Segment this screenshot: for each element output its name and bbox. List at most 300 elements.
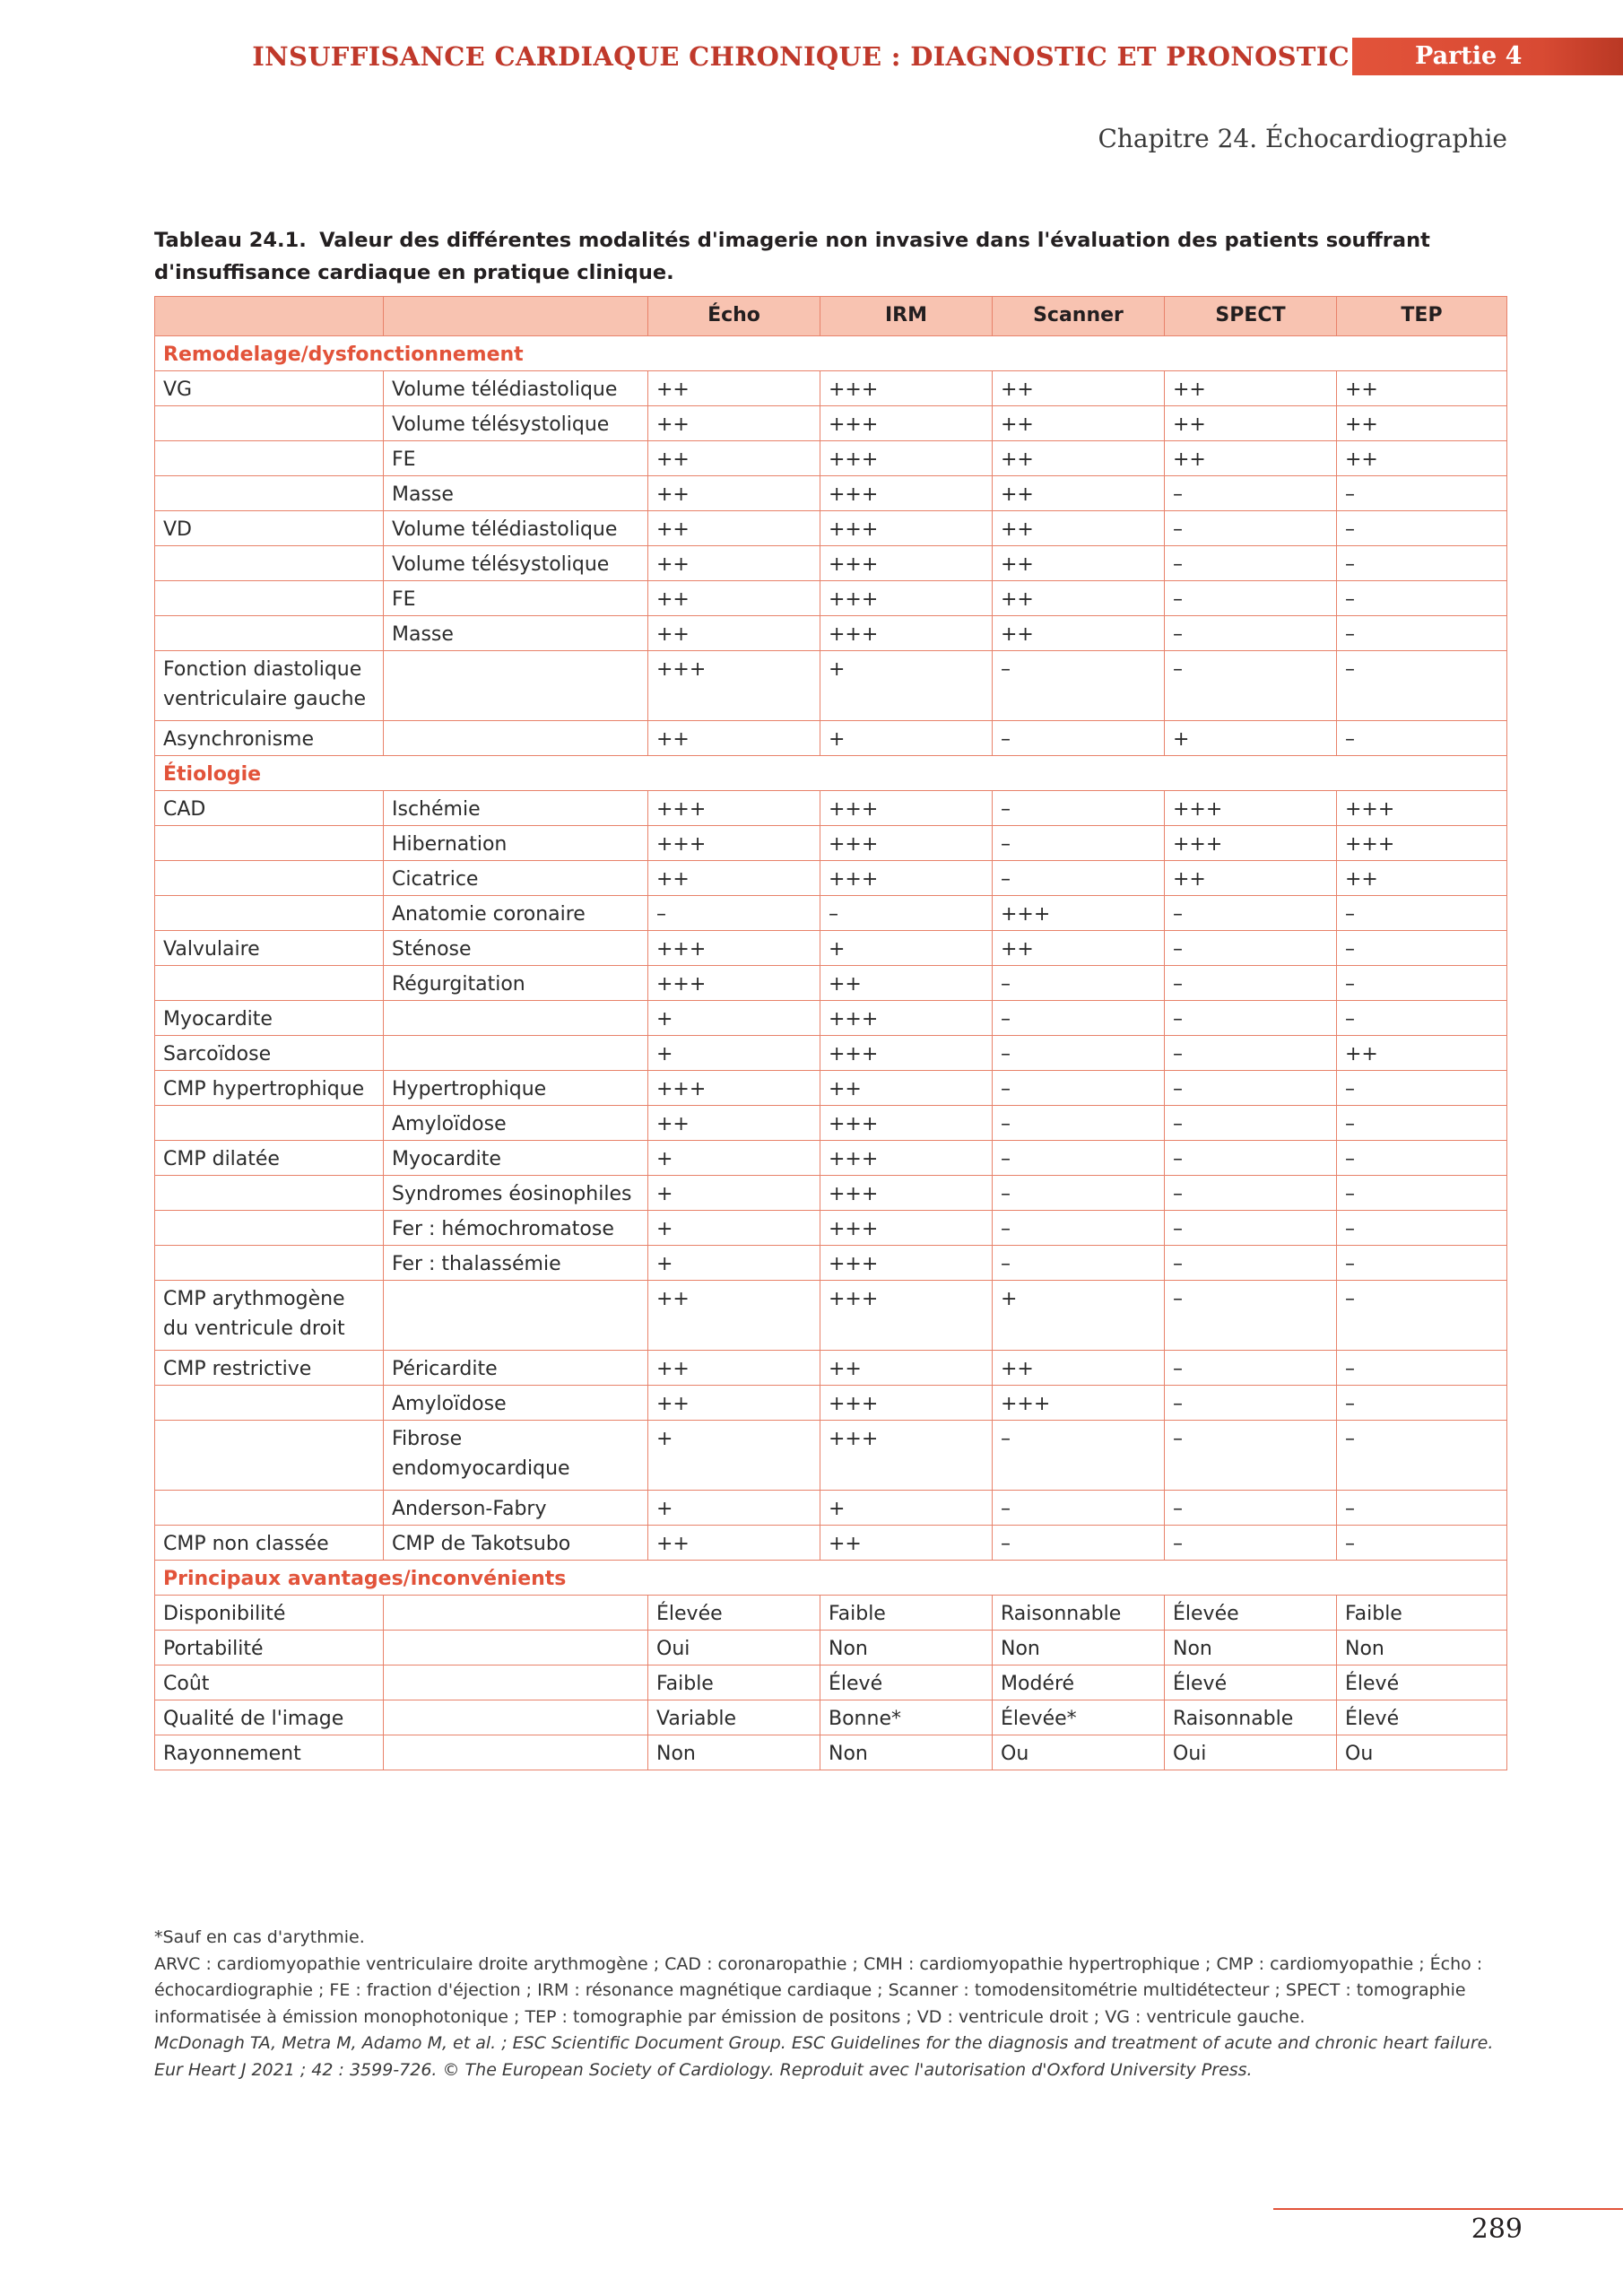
table-cell: +++ — [993, 896, 1165, 931]
page-number: 289 — [1471, 2213, 1523, 2245]
table-cell: +++ — [820, 861, 993, 896]
table-cell: + — [820, 1491, 993, 1526]
table-cell: Faible — [820, 1596, 993, 1631]
table-cell: – — [1165, 1526, 1337, 1561]
table-cell: +++ — [1165, 791, 1337, 826]
table-row — [155, 441, 1507, 476]
row-category — [155, 1386, 384, 1421]
table-cell: Ou — [993, 1735, 1165, 1770]
row-category: CAD — [155, 791, 384, 826]
row-category — [155, 581, 384, 616]
table-cell: ++ — [820, 1071, 993, 1106]
table-cell: ++ — [648, 1386, 820, 1421]
table-cell: Non — [820, 1735, 993, 1770]
column-header-tep: TEP — [1337, 297, 1507, 336]
table-cell: ++ — [820, 1351, 993, 1386]
table-cell: – — [1165, 1036, 1337, 1071]
table-cell: +++ — [820, 1001, 993, 1036]
row-parameter: Hypertrophique — [384, 1071, 648, 1106]
row-category: Fonction diastolique ventriculaire gauche — [155, 651, 384, 721]
row-category — [155, 616, 384, 651]
table-cell: ++ — [648, 861, 820, 896]
table-row — [155, 581, 1507, 616]
table-cell: +++ — [648, 651, 820, 721]
table-cell: ++ — [648, 616, 820, 651]
table-row — [155, 966, 1507, 1001]
row-parameter: Anatomie coronaire — [384, 896, 648, 931]
table-cell: – — [1337, 721, 1507, 756]
table-header-row — [155, 297, 1507, 336]
row-category — [155, 546, 384, 581]
table-cell: – — [993, 1176, 1165, 1211]
table-cell: ++ — [648, 511, 820, 546]
table-row — [155, 791, 1507, 826]
table-row — [155, 1735, 1507, 1770]
section-heading: Principaux avantages/inconvénients — [155, 1561, 1507, 1596]
table-cell: – — [1165, 476, 1337, 511]
row-parameter — [384, 1700, 648, 1735]
row-category: CMP restrictive — [155, 1351, 384, 1386]
table-cell: +++ — [1337, 826, 1507, 861]
table-cell: +++ — [648, 1071, 820, 1106]
table-cell: – — [1337, 546, 1507, 581]
footer-rule — [1273, 2208, 1623, 2210]
table-cell: – — [1337, 1106, 1507, 1141]
table-cell: Élevée — [648, 1596, 820, 1631]
table-cell: Élevé — [1165, 1665, 1337, 1700]
table-cell: – — [1165, 1106, 1337, 1141]
table-row — [155, 1141, 1507, 1176]
row-parameter: CMP de Takotsubo — [384, 1526, 648, 1561]
table-row — [155, 931, 1507, 966]
table-cell: – — [993, 1421, 1165, 1491]
row-category: Disponibilité — [155, 1596, 384, 1631]
table-cell: ++ — [993, 511, 1165, 546]
imaging-modalities-table — [154, 296, 1507, 1770]
table-cell: – — [1337, 1526, 1507, 1561]
row-parameter — [384, 721, 648, 756]
table-cell: Non — [820, 1631, 993, 1665]
table-cell: – — [1337, 581, 1507, 616]
row-parameter: Hibernation — [384, 826, 648, 861]
column-header — [155, 297, 384, 336]
table-cell: ++ — [648, 581, 820, 616]
row-category — [155, 441, 384, 476]
table-cell: – — [1165, 1211, 1337, 1246]
table-cell: Non — [993, 1631, 1165, 1665]
row-category — [155, 406, 384, 441]
table-cell: +++ — [820, 1141, 993, 1176]
row-parameter: Myocardite — [384, 1141, 648, 1176]
table-row — [155, 1491, 1507, 1526]
row-parameter: FE — [384, 581, 648, 616]
table-cell: – — [1337, 931, 1507, 966]
footnote-asterisk: *Sauf en cas d'arythmie. — [154, 1927, 365, 1947]
table-row — [155, 1281, 1507, 1351]
table-row — [155, 406, 1507, 441]
row-category: VG — [155, 371, 384, 406]
column-header-scanner: Scanner — [993, 297, 1165, 336]
table-cell: +++ — [648, 826, 820, 861]
table-cell: – — [1337, 476, 1507, 511]
row-parameter: Fibrose endomyocardique — [384, 1421, 648, 1491]
row-category — [155, 1211, 384, 1246]
table-cell: – — [1165, 581, 1337, 616]
table-cell: – — [993, 1491, 1165, 1526]
row-parameter — [384, 1665, 648, 1700]
table-cell: Faible — [1337, 1596, 1507, 1631]
table-row — [155, 1631, 1507, 1665]
table-cell: ++ — [1165, 406, 1337, 441]
table-row — [155, 1106, 1507, 1141]
table-cell: – — [1337, 1211, 1507, 1246]
table-cell: ++ — [1337, 406, 1507, 441]
section-heading: Étiologie — [155, 756, 1507, 791]
table-cell: Variable — [648, 1700, 820, 1735]
table-row — [155, 826, 1507, 861]
table-cell: ++ — [1337, 1036, 1507, 1071]
table-cell: +++ — [820, 406, 993, 441]
table-cell: + — [648, 1421, 820, 1491]
table-cell: + — [648, 1211, 820, 1246]
table-cell: Élevée — [1165, 1596, 1337, 1631]
table-cell: + — [648, 1176, 820, 1211]
table-cell: – — [1165, 1351, 1337, 1386]
table-number: Tableau 24.1. — [154, 229, 307, 252]
table-cell: ++ — [993, 476, 1165, 511]
table-cell: +++ — [820, 546, 993, 581]
table-cell: – — [1165, 1176, 1337, 1211]
row-category — [155, 896, 384, 931]
table-cell: ++ — [993, 371, 1165, 406]
table-cell: – — [1165, 1071, 1337, 1106]
row-parameter — [384, 1735, 648, 1770]
row-category: Rayonnement — [155, 1735, 384, 1770]
table-cell: + — [820, 931, 993, 966]
table-cell: +++ — [820, 371, 993, 406]
table-cell: Élevé — [1337, 1700, 1507, 1735]
section-row — [155, 756, 1507, 791]
table-cell: Élevé — [1337, 1665, 1507, 1700]
row-category — [155, 1106, 384, 1141]
table-cell: + — [820, 651, 993, 721]
table-cell: Élevé — [820, 1665, 993, 1700]
table-cell: +++ — [1337, 791, 1507, 826]
row-category: CMP non classée — [155, 1526, 384, 1561]
row-parameter: Masse — [384, 476, 648, 511]
table-cell: ++ — [1165, 371, 1337, 406]
table-cell: Non — [648, 1735, 820, 1770]
table-cell: – — [993, 1246, 1165, 1281]
table-cell: – — [993, 1141, 1165, 1176]
row-category: Myocardite — [155, 1001, 384, 1036]
row-parameter: Syndromes éosinophiles — [384, 1176, 648, 1211]
table-cell: Faible — [648, 1665, 820, 1700]
table-cell: – — [1337, 1071, 1507, 1106]
table-cell: – — [1337, 1246, 1507, 1281]
table-cell: + — [820, 721, 993, 756]
table-cell: ++ — [1165, 861, 1337, 896]
table-cell: – — [1337, 1281, 1507, 1351]
row-category — [155, 861, 384, 896]
row-parameter: Volume télésystolique — [384, 546, 648, 581]
table-cell: ++ — [1337, 371, 1507, 406]
table-cell: ++ — [993, 1351, 1165, 1386]
row-parameter: FE — [384, 441, 648, 476]
table-cell: +++ — [820, 1106, 993, 1141]
table-cell: +++ — [820, 476, 993, 511]
table-cell: – — [1165, 1386, 1337, 1421]
row-category — [155, 1421, 384, 1491]
table-row — [155, 896, 1507, 931]
row-parameter: Péricardite — [384, 1351, 648, 1386]
table-cell: – — [820, 896, 993, 931]
table-cell: ++ — [993, 406, 1165, 441]
table-cell: ++ — [648, 1526, 820, 1561]
row-category — [155, 1176, 384, 1211]
table-cell: – — [1165, 1141, 1337, 1176]
table-row — [155, 1036, 1507, 1071]
table-row — [155, 1700, 1507, 1735]
row-parameter: Régurgitation — [384, 966, 648, 1001]
table-cell: + — [648, 1246, 820, 1281]
table-cell: +++ — [820, 581, 993, 616]
table-row — [155, 1526, 1507, 1561]
table-cell: +++ — [648, 966, 820, 1001]
row-parameter — [384, 1596, 648, 1631]
table-cell: + — [648, 1141, 820, 1176]
row-category — [155, 966, 384, 1001]
table-cell: – — [993, 861, 1165, 896]
table-cell: ++ — [648, 441, 820, 476]
table-cell: ++ — [648, 406, 820, 441]
table-cell: – — [1165, 651, 1337, 721]
row-parameter: Fer : hémochromatose — [384, 1211, 648, 1246]
table-cell: – — [993, 1106, 1165, 1141]
table-cell: – — [1337, 651, 1507, 721]
table-cell: +++ — [1165, 826, 1337, 861]
table-cell: Élevée* — [993, 1700, 1165, 1735]
table-cell: +++ — [820, 1421, 993, 1491]
row-parameter — [384, 1281, 648, 1351]
table-row — [155, 861, 1507, 896]
table-cell: – — [993, 1211, 1165, 1246]
table-row — [155, 511, 1507, 546]
row-parameter — [384, 651, 648, 721]
table-cell: – — [1337, 1351, 1507, 1386]
row-parameter — [384, 1036, 648, 1071]
row-parameter: Volume télédiastolique — [384, 511, 648, 546]
row-parameter: Cicatrice — [384, 861, 648, 896]
table-cell: – — [993, 791, 1165, 826]
row-parameter: Volume télésystolique — [384, 406, 648, 441]
table-cell: + — [993, 1281, 1165, 1351]
row-category — [155, 1246, 384, 1281]
table-cell: +++ — [820, 1386, 993, 1421]
table-cell: Raisonnable — [1165, 1700, 1337, 1735]
table-title: Valeur des différentes modalités d'imagerie non invasive dans l'évaluation des patients souffrant d'insuffisance cardiaque en pratique clinique. — [154, 229, 1430, 284]
table-cell: +++ — [820, 1211, 993, 1246]
table-cell: – — [1337, 1386, 1507, 1421]
table-cell: ++ — [993, 616, 1165, 651]
table-cell: +++ — [820, 826, 993, 861]
table-row — [155, 371, 1507, 406]
table-cell: +++ — [820, 1036, 993, 1071]
row-category: Valvulaire — [155, 931, 384, 966]
table-cell: ++ — [993, 931, 1165, 966]
table-cell: – — [993, 826, 1165, 861]
table-cell: Oui — [1165, 1735, 1337, 1770]
table-cell: ++ — [1165, 441, 1337, 476]
table-cell: ++ — [648, 721, 820, 756]
table-cell: +++ — [820, 791, 993, 826]
table-cell: – — [1337, 1421, 1507, 1491]
table-cell: Oui — [648, 1631, 820, 1665]
table-cell: ++ — [1337, 861, 1507, 896]
table-cell: + — [648, 1036, 820, 1071]
column-header — [384, 297, 648, 336]
table-cell: – — [1165, 896, 1337, 931]
column-header-echo: Écho — [648, 297, 820, 336]
row-category: Asynchronisme — [155, 721, 384, 756]
table-cell: +++ — [820, 1246, 993, 1281]
section-heading: Remodelage/dysfonctionnement — [155, 336, 1507, 371]
table-cell: ++ — [648, 371, 820, 406]
row-category — [155, 1491, 384, 1526]
table-cell: – — [993, 1526, 1165, 1561]
footnote-reference: McDonagh TA, Metra M, Adamo M, et al. ; ESC Scientific Document Group. ESC Guidelines for the diagnosis and treatment of acute and chronic heart failure. Eur Heart J 2021 ; 42 : 3599-726. © The European Society of Cardiology. Reproduit avec l'autorisation d'Oxford University Press. — [154, 2033, 1494, 2080]
table-cell: – — [993, 1001, 1165, 1036]
table-cell: – — [1165, 1246, 1337, 1281]
table-cell: ++ — [993, 581, 1165, 616]
row-category: Qualité de l'image — [155, 1700, 384, 1735]
row-parameter: Ischémie — [384, 791, 648, 826]
table-cell: – — [1165, 1281, 1337, 1351]
row-category: Sarcoïdose — [155, 1036, 384, 1071]
table-body — [155, 336, 1507, 1770]
table-cell: – — [1337, 616, 1507, 651]
table-cell: Non — [1165, 1631, 1337, 1665]
row-parameter: Amyloïdose — [384, 1386, 648, 1421]
table-cell: ++ — [648, 1281, 820, 1351]
table-cell: – — [1165, 511, 1337, 546]
table-cell: – — [648, 896, 820, 931]
table-cell: – — [1337, 1141, 1507, 1176]
table-cell: ++ — [648, 476, 820, 511]
table-row — [155, 546, 1507, 581]
chapter-title: Chapitre 24. Échocardiographie — [1098, 124, 1507, 153]
table-cell: +++ — [993, 1386, 1165, 1421]
table-cell: ++ — [648, 546, 820, 581]
table-cell: – — [1337, 1491, 1507, 1526]
table-cell: ++ — [993, 441, 1165, 476]
table-row — [155, 1596, 1507, 1631]
table-cell: – — [1165, 1491, 1337, 1526]
table-cell: ++ — [648, 1351, 820, 1386]
table-row — [155, 721, 1507, 756]
table-row — [155, 1001, 1507, 1036]
running-title: INSUFFISANCE CARDIAQUE CHRONIQUE : DIAGNOSTIC ET PRONOSTIC — [252, 41, 1350, 72]
row-category: VD — [155, 511, 384, 546]
table-cell: +++ — [820, 616, 993, 651]
table-cell: – — [1337, 1176, 1507, 1211]
table-cell: – — [1165, 966, 1337, 1001]
table-cell: Bonne* — [820, 1700, 993, 1735]
table-cell: +++ — [820, 441, 993, 476]
row-category — [155, 476, 384, 511]
table-cell: – — [993, 721, 1165, 756]
table-cell: ++ — [648, 1106, 820, 1141]
row-category: CMP dilatée — [155, 1141, 384, 1176]
table-cell: + — [1165, 721, 1337, 756]
row-parameter: Amyloïdose — [384, 1106, 648, 1141]
table-cell: +++ — [820, 1176, 993, 1211]
table-cell: – — [993, 1071, 1165, 1106]
table-row — [155, 476, 1507, 511]
table-cell: – — [993, 1036, 1165, 1071]
row-parameter: Anderson-Fabry — [384, 1491, 648, 1526]
row-category: Portabilité — [155, 1631, 384, 1665]
table-row — [155, 1665, 1507, 1700]
table-cell: – — [1165, 616, 1337, 651]
table-cell: – — [1337, 896, 1507, 931]
row-parameter: Volume télédiastolique — [384, 371, 648, 406]
table-cell: – — [993, 966, 1165, 1001]
table-cell: Ou — [1337, 1735, 1507, 1770]
table-cell: Raisonnable — [993, 1596, 1165, 1631]
row-category — [155, 826, 384, 861]
table-cell: +++ — [820, 1281, 993, 1351]
table-cell: ++ — [820, 1526, 993, 1561]
row-category: Coût — [155, 1665, 384, 1700]
row-category: CMP arythmogène du ventricule droit — [155, 1281, 384, 1351]
row-category: CMP hypertrophique — [155, 1071, 384, 1106]
column-header-irm: IRM — [820, 297, 993, 336]
row-parameter: Sténose — [384, 931, 648, 966]
section-row — [155, 336, 1507, 371]
table-cell: – — [1165, 1421, 1337, 1491]
table-row — [155, 1421, 1507, 1491]
table-row — [155, 616, 1507, 651]
table-row — [155, 1351, 1507, 1386]
row-parameter: Fer : thalassémie — [384, 1246, 648, 1281]
table-cell: – — [1337, 511, 1507, 546]
table-caption — [154, 224, 1506, 289]
table-cell: – — [1165, 931, 1337, 966]
table-cell: Non — [1337, 1631, 1507, 1665]
table-cell: – — [1337, 966, 1507, 1001]
table-row — [155, 1211, 1507, 1246]
table-row — [155, 651, 1507, 721]
footnote-abbreviations: ARVC : cardiomyopathie ventriculaire droite arythmogène ; CAD : coronaropathie ; CMH : cardiomyopathie hypertrophique ; CMP : cardiomyopathie ; Écho : échocardiographie ; FE : fraction d'éjection ; IRM : résonance magnétique cardiaque ; Scanner : tomodensitométrie multidétecteur ; SPECT : tomographie informatisée à émission monophotonique ; TEP : tomographie par émission de positons ; VD : ventricule droit ; VG : ventricule gauche. — [154, 1953, 1483, 2027]
table-row — [155, 1246, 1507, 1281]
table-footnotes — [154, 1925, 1506, 2083]
table-row — [155, 1386, 1507, 1421]
table-row — [155, 1176, 1507, 1211]
part-tab: Partie 4 — [1352, 38, 1623, 75]
table-cell: + — [648, 1491, 820, 1526]
table-cell: +++ — [820, 511, 993, 546]
table-cell: – — [1165, 546, 1337, 581]
table-cell: ++ — [993, 546, 1165, 581]
row-parameter: Masse — [384, 616, 648, 651]
column-header-spect: SPECT — [1165, 297, 1337, 336]
running-header — [0, 38, 1623, 75]
table-cell: ++ — [820, 966, 993, 1001]
table-cell: – — [1337, 1001, 1507, 1036]
table-cell: Modéré — [993, 1665, 1165, 1700]
table-row — [155, 1071, 1507, 1106]
